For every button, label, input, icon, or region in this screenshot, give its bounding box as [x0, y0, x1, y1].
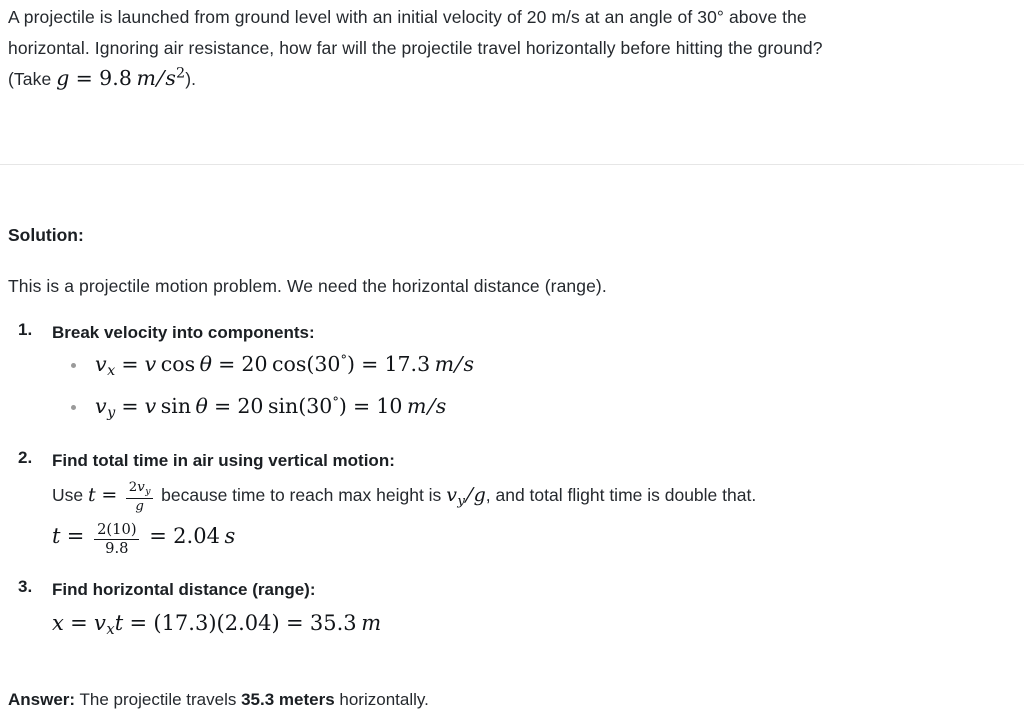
vx-degree-symbol: °: [340, 352, 347, 368]
solution-intro: This is a projectile motion problem. We need the horizontal distance (range).: [8, 276, 607, 296]
range-velocity-subscript: x: [106, 621, 115, 639]
vx-unit-s: s: [463, 352, 474, 376]
vy-sin-operator: sin: [160, 394, 192, 418]
solution-heading: Solution:: [8, 225, 84, 245]
gravity-symbol: g: [56, 66, 70, 90]
vy-theta: θ: [195, 394, 208, 418]
step-2-explanation: [52, 480, 1024, 514]
answer-label: Answer:: [8, 690, 76, 709]
vx-magnitude: 20: [241, 352, 268, 376]
vy-symbol: v: [95, 394, 107, 418]
range-factor-time: (2.04): [216, 611, 280, 636]
range-symbol: x: [52, 611, 64, 636]
step-number-1: 1.: [18, 320, 33, 339]
answer-line: [8, 690, 429, 710]
vy-subscript: y: [107, 405, 116, 422]
vx-symbol: v: [95, 352, 107, 376]
vx-subscript: x: [107, 363, 116, 380]
gravity-value: 9.8: [99, 66, 132, 90]
step-title-2: Find total time in air using vertical motion:: [52, 451, 395, 470]
answer-value: 35.3 meters: [241, 690, 335, 709]
vx-cos-operator: cos: [160, 352, 196, 376]
bullet-marker-icon: [71, 405, 76, 410]
vy-open-paren: (: [298, 394, 307, 418]
ratio-denominator: g: [473, 484, 486, 506]
range-equals-2: =: [129, 611, 148, 636]
ratio-slash: /: [463, 484, 476, 506]
problem-line-3: [8, 64, 1016, 95]
step-item-2: [0, 448, 1024, 557]
ratio-variable: v: [446, 484, 457, 506]
problem-line-1: A projectile is launched from ground level with an initial velocity of 20 m/s at an angle of 30° above the: [8, 7, 807, 27]
section-divider: [0, 164, 1024, 165]
time-calc-denominator: 9.8: [105, 540, 129, 558]
vx-equals-1: =: [121, 352, 139, 376]
vx-equals-2: =: [218, 352, 236, 376]
calc-time-symbol: t: [52, 524, 61, 549]
calc-time-result: 2.04: [173, 524, 220, 549]
time-num-coefficient: 2: [128, 480, 138, 496]
range-equals-3: =: [285, 611, 304, 636]
vx-angle: 30: [314, 352, 341, 376]
vy-equals-2: =: [214, 394, 232, 418]
range-unit: m: [361, 611, 382, 636]
problem-statement: [8, 0, 1016, 95]
time-calc-numerator: 2(10): [97, 521, 137, 539]
vy-magnitude: 20: [237, 394, 264, 418]
time-formula: [88, 480, 156, 515]
time-calculation: [52, 522, 1024, 557]
problem-gravity-suffix: ).: [185, 69, 197, 89]
calc-time-unit: s: [224, 524, 236, 549]
vy-unit-m: m: [406, 394, 427, 418]
vy-sin-operator-2: sin: [267, 394, 299, 418]
vx-cos-operator-2: cos: [272, 352, 307, 376]
equation-vx: [95, 352, 474, 380]
vy-result: 10: [376, 394, 403, 418]
step-title-3: Find horizontal distance (range):: [52, 580, 316, 600]
vy-angle: 30: [306, 394, 333, 418]
vx-unit-m: m: [434, 352, 455, 376]
vy-degree-symbol: °: [332, 394, 339, 410]
bullet-marker-icon: [71, 363, 76, 368]
gravity-unit-s: s: [165, 66, 176, 90]
gravity-unit-exponent: 2: [176, 65, 186, 82]
vy-close-paren: ): [338, 394, 347, 418]
time-calc-fraction: [94, 522, 139, 557]
vx-unit-slash: /: [451, 352, 466, 376]
vx-theta: θ: [199, 352, 212, 376]
step-2-use-label: Use: [52, 485, 84, 505]
answer-text-after: horizontally.: [339, 690, 429, 709]
vy-unit-s: s: [435, 394, 447, 418]
time-fraction: [126, 481, 153, 514]
answer-text-before: The projectile travels: [79, 690, 237, 709]
range-factor-velocity: (17.3): [153, 611, 217, 636]
gravity-unit-slash: /: [153, 66, 168, 90]
bullet-item-vx: [52, 346, 1024, 388]
vx-open-paren: (: [306, 352, 315, 376]
time-num-subscript: y: [145, 486, 151, 498]
step-number-3: 3.: [18, 577, 33, 597]
step-item-3: [0, 577, 1024, 638]
range-result: 35.3: [309, 611, 357, 636]
vy-equals-1: =: [121, 394, 139, 418]
calc-time-equals-1: =: [66, 524, 85, 549]
gravity-unit-m: m: [136, 66, 156, 90]
equation-vy: [95, 394, 447, 422]
vy-unit-slash: /: [424, 394, 439, 418]
time-symbol: t: [88, 484, 96, 506]
gravity-equals: =: [75, 66, 93, 90]
vy-velocity-symbol: v: [144, 394, 157, 418]
problem-gravity-prefix: (Take: [8, 69, 52, 89]
step-2-tail-text: , and total flight time is double that.: [485, 485, 757, 505]
vx-velocity-symbol: v: [144, 352, 157, 376]
vy-equals-3: =: [353, 394, 371, 418]
step-title-1: Break velocity into components:: [52, 323, 315, 342]
range-velocity-symbol: v: [94, 611, 106, 636]
bullet-item-vy: [52, 388, 1024, 430]
ratio-vy-over-g: [446, 484, 486, 509]
step-number-2: 2.: [18, 448, 33, 467]
time-fraction-numerator: [126, 481, 153, 498]
gravity-expression: [56, 66, 185, 90]
vx-equals-3: =: [361, 352, 379, 376]
step-2-reason-text: because time to reach max height is: [161, 485, 442, 505]
step-1-bullets: [52, 346, 1024, 430]
time-equals: =: [101, 484, 118, 506]
problem-line-2: horizontal. Ignoring air resistance, how far will the projectile travel horizontally before hitting the ground?: [8, 38, 823, 58]
time-fraction-denominator: g: [135, 499, 144, 515]
time-num-variable: v: [137, 480, 145, 496]
ratio-subscript: y: [457, 493, 465, 509]
range-time-symbol: t: [114, 611, 124, 636]
range-equals-1: =: [70, 611, 88, 636]
range-calculation: [52, 613, 1024, 638]
calc-time-equals-2: =: [149, 524, 167, 549]
solution-steps: [0, 320, 1024, 638]
step-item-1: [0, 320, 1024, 430]
vx-close-paren: ): [347, 352, 355, 376]
vx-result: 17.3: [384, 352, 431, 376]
